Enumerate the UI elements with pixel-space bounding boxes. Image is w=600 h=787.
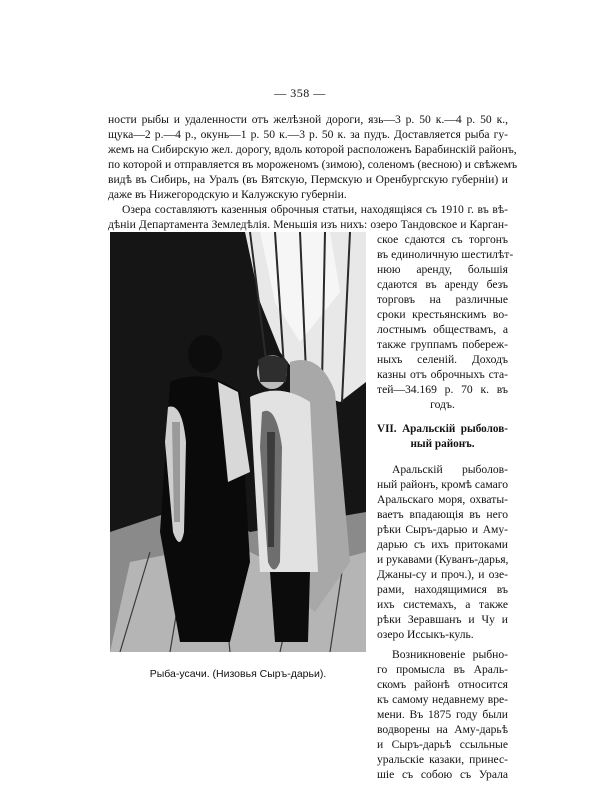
- text-line: ныхъ селеній. Доходъ: [377, 353, 508, 366]
- text-line: рами, находящимися въ: [377, 583, 508, 596]
- text-line: къ самому недавнему вре-: [377, 693, 508, 706]
- text-line: Аральскаго моря, охваты-: [377, 493, 508, 506]
- text-line: жемъ на Сибирскую жел. дорогу, вдоль которой расположенъ Барабинскій районъ,: [108, 143, 517, 156]
- text-line: шіе съ собою съ Урала: [377, 768, 508, 781]
- text-line: нюю аренду, большія: [377, 263, 508, 276]
- text-line: водворены на Аму-дарьѣ: [377, 723, 508, 736]
- text-line: Джаны-су и проч.), и озе-: [377, 568, 508, 581]
- text-line: торговъ на различные: [377, 293, 508, 306]
- text-line: щука—2 р.—4 р., окунь—1 р. 50 к.—3 р. 50 к. за пудъ. Доставляется рыба гу-: [108, 128, 508, 141]
- text-line: рѣки Сыръ-дарью и Аму-: [377, 523, 508, 536]
- text-line: рѣки Зеравшанъ и Чу и: [377, 613, 508, 626]
- heading-line: VII. Аральскій рыболов-: [377, 423, 508, 435]
- text-line: и рукавами (Куванъ-дарья,: [377, 553, 509, 566]
- text-line: ское сдаются съ торгонъ: [377, 233, 508, 246]
- photograph-fishermen: [110, 232, 366, 652]
- text-line: лостнымъ обществамъ, а: [377, 323, 508, 336]
- text-line: даже въ Нижегородскую и Калужскую губерніи.: [108, 188, 347, 201]
- text-line: озеро Иссыкъ-куль.: [377, 628, 474, 641]
- text-line: ности рыбы и удаленности отъ желѣзной дороги, язь—3 р. 50 к.—4 р. 50 к.,: [108, 113, 508, 126]
- text-line: видѣ въ Сибирь, на Уралъ (въ Вятскую, Пермскую и Оренбургскую губерніи) и: [108, 173, 508, 186]
- text-line: дѣніи Департамента Земледѣлія. Меньшія изъ нихъ: озеро Тандовское и Карган-: [108, 218, 508, 231]
- text-line: мени. Въ 1875 году были: [377, 708, 508, 721]
- text-line: ный районъ, кромѣ самаго: [377, 478, 508, 491]
- text-line: годъ.: [430, 398, 455, 411]
- text-line: также группамъ побереж-: [377, 338, 508, 351]
- text-line: тей—34.169 р. 70 к. въ: [377, 383, 508, 396]
- text-line: по которой и отправляется въ мороженомъ (зимою), соленомъ (весною) и свѣжемъ: [108, 158, 518, 171]
- page-number: — 358 —: [274, 86, 326, 100]
- text-line: и Сыръ-дарьѣ ссыльные: [377, 738, 508, 751]
- text-line: казны отъ оброчныхъ ста-: [377, 368, 508, 381]
- text-line: въ единоличную шестилѣт-: [377, 248, 514, 261]
- text-line: ваетъ впадающія въ него: [377, 508, 508, 521]
- text-line: го промысла въ Араль-: [377, 663, 508, 676]
- text-line: Озера составляютъ казенныя оброчныя статьи, находящіяся съ 1910 г. въ вѣ-: [122, 203, 508, 216]
- text-line: дарью съ ихъ притоками: [377, 538, 508, 551]
- text-line: Возникновеніе рыбно-: [392, 648, 508, 661]
- text-line: скомъ районѣ относится: [377, 678, 508, 691]
- text-line: уральскіе казаки, принес-: [377, 753, 508, 766]
- text-line: сдаются въ аренду безъ: [377, 278, 508, 291]
- text-line: сроки крестьянскимъ во-: [377, 308, 508, 321]
- text-line: Аральскій рыболов-: [392, 463, 508, 476]
- text-line: ихъ системахъ, а также: [377, 598, 508, 611]
- figure-caption: Рыба-усачи. (Низовья Сыръ-дарьи).: [149, 668, 327, 680]
- heading-line: ный районъ.: [410, 438, 475, 450]
